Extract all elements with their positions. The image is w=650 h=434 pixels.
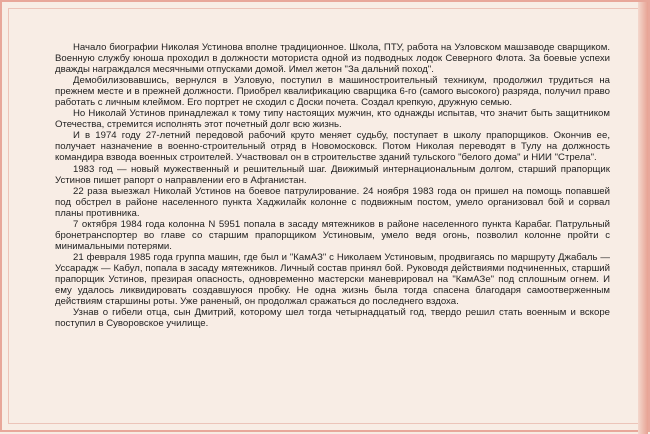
page-edge-shadow [638,2,648,434]
biography-text [55,42,610,329]
paragraph-3: Но Николай Устинов принадлежал к тому типу настоящих мужчин, кто однажды испытав, что значит быть защитником Отечества, стремится исполнять этот почетный долг всю жизнь. [55,108,610,131]
paragraph-2: Демобилизовавшись, вернулся в Узловую, поступил в машиностроительный техникум, продолжил трудиться на прежнем месте и в прежней должности. Приобрел квалификацию сварщика 6-го (самого высокого) разряда, получил право работать с личным клеймом. Его портрет не сходил с Доски почета. Создал крепкую, дружную семью. [55,75,610,109]
paragraph-6: 22 раза выезжал Николай Устинов на боевое патрулирование. 24 ноября 1983 года он пришел на помощь попавшей под обстрел в районе населенного пункта Хаджилайк колонне с подвижным постом, умело организовал бой и сорвал планы противника. [55,185,610,219]
paragraph-8: 21 февраля 1985 года группа машин, где был и "КамАЗ" с Николаем Устиновым, продвигаясь по маршруту Джабаль — Уссарадж — Кабул, попала в засаду мятежников. Личный состав принял бой. Руководя действиями подчиненных, старший прапорщик Устинов, презирая опасность, одновременно мастерски маневрировал на "КамАЗе" под сплошным огнем. И ему удалось ликвидировать создавшуюся пробку. Не одна жизнь была тогда спасена благодаря самоотверженным действиям старшины роты. Уже раненый, он продолжал сражаться до последнего вздоха. [55,251,610,308]
paragraph-9: Узнав о гибели отца, сын Дмитрий, которому шел тогда четырнадцатый год, твердо решил стать военным и вскоре поступил в Суворовское училище. [55,307,610,330]
paragraph-7: 7 октября 1984 года колонна N 5951 попала в засаду мятежников в районе населенного пункта Карабаг. Патрульный бронетранспортер во главе со старшим прапорщиком Устиновым, умело ведя огонь, позволил колонне пройти с минимальными потерями. [55,218,610,252]
paragraph-5: 1983 год — новый мужественный и решительный шаг. Движимый интернациональным долгом, старший прапорщик Устинов пишет рапорт о направлении его в Афганистан. [55,163,610,186]
paragraph-1: Начало биографии Николая Устинова вполне традиционное. Школа, ПТУ, работа на Узловском машзаводе сварщиком. Военную службу юноша проходил в должности моториста одной из подводных лодок Северного Флота. За боевые успехи дважды награждался месячными отпусками домой. Имел жетон "За дальний поход". [55,42,610,76]
paragraph-4: И в 1974 году 27-летний передовой рабочий круто меняет судьбу, поступает в школу прапорщиков. Окончив ее, получает назначение в военно-строительный отряд в Новомосковск. Потом Николая переводят в Тулу на должность командира взвода военных строителей. Участвовал он в строительстве зданий тульского "белого дома" и НИИ "Стрела". [55,130,610,164]
